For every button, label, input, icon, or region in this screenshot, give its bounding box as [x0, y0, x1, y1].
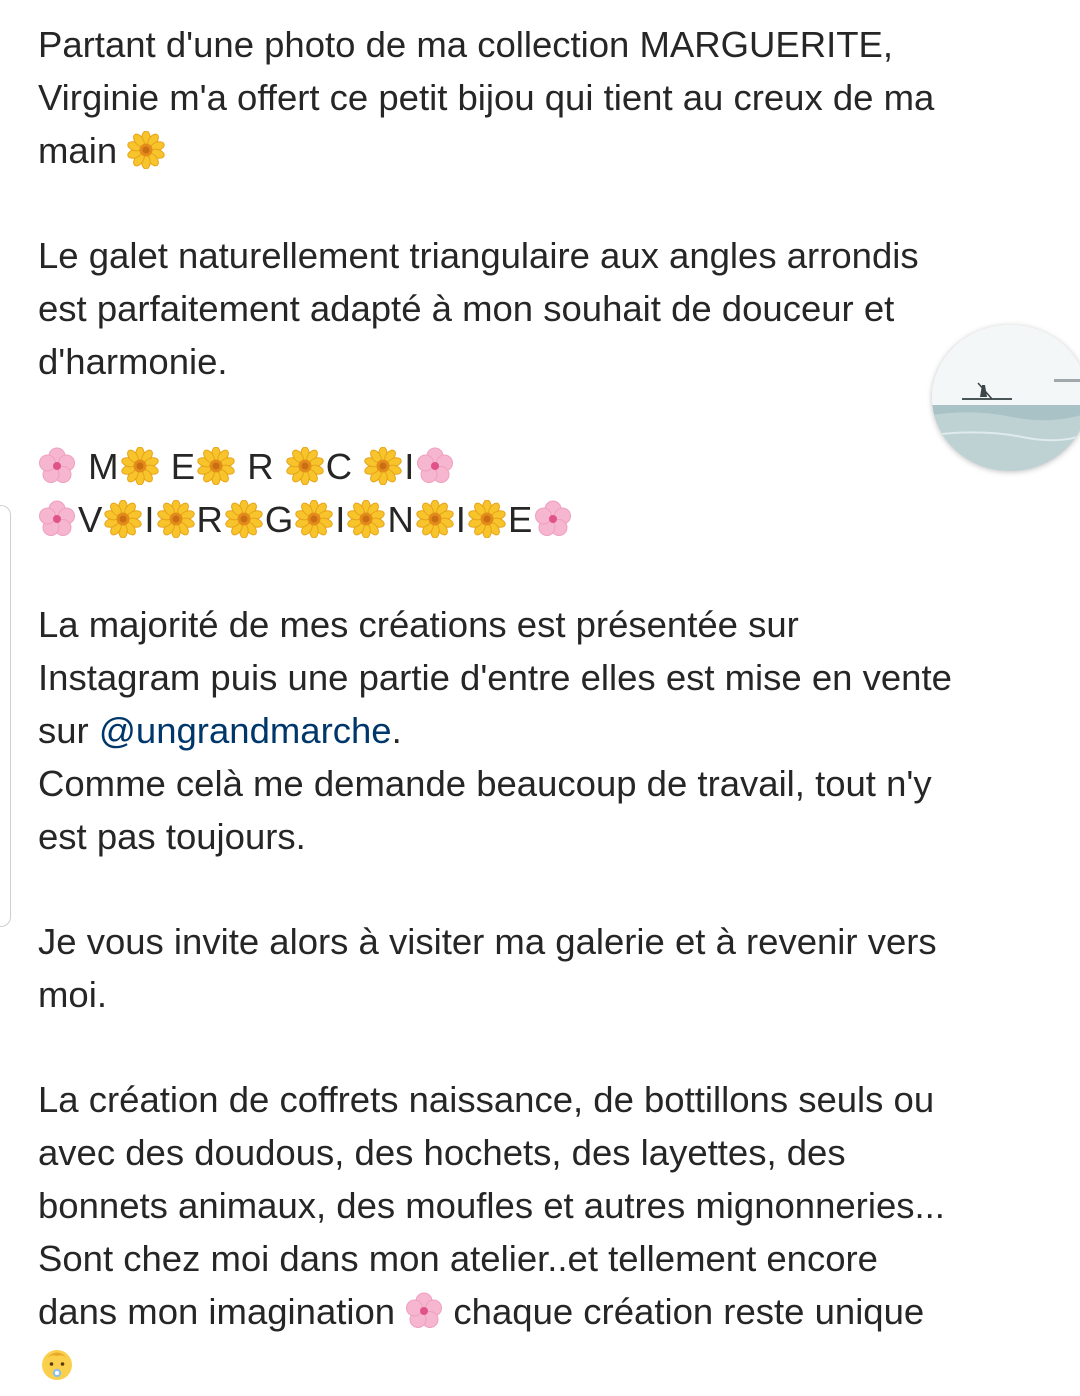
caption-line	[38, 124, 1053, 177]
edge-panel-handle[interactable]	[0, 505, 11, 927]
acrostic-letter: E	[507, 499, 533, 540]
cherry-blossom-icon	[38, 447, 76, 485]
caption-line: avec des doudous, des hochets, des layettes, des	[38, 1132, 846, 1173]
acrostic-letter: R	[247, 446, 274, 487]
caption-line: La création de coffrets naissance, de bottillons seuls ou	[38, 1079, 935, 1120]
caption-text: sur	[38, 710, 99, 751]
acrostic-letter: G	[264, 499, 294, 540]
sunflower-icon	[197, 447, 235, 485]
acrostic-letter: I	[455, 499, 466, 540]
caption-line	[38, 1285, 1053, 1338]
caption-paragraph-intro	[38, 18, 1053, 177]
caption-paragraph-invite	[38, 915, 1053, 1021]
cherry-blossom-icon	[534, 500, 572, 538]
mention-link[interactable]: @ungrandmarche	[98, 710, 392, 751]
floating-media-bubble[interactable]	[932, 325, 1080, 471]
caption-acrostic	[38, 440, 1053, 546]
paddleboard-thumbnail-image	[932, 325, 1080, 471]
caption-paragraph-instagram	[38, 598, 1053, 863]
cherry-blossom-icon	[416, 447, 454, 485]
caption-line: bonnets animaux, des moufles et autres mignonneries...	[38, 1185, 945, 1226]
acrostic-letter: I	[144, 499, 155, 540]
sunflower-icon	[104, 500, 142, 538]
sunflower-icon	[347, 500, 385, 538]
sunflower-icon	[468, 500, 506, 538]
caption-line	[38, 1338, 1053, 1391]
caption-text: chaque création reste unique	[453, 1291, 925, 1332]
acrostic-virginie	[38, 493, 1053, 546]
acrostic-letter: I	[404, 446, 415, 487]
caption-line: moi.	[38, 974, 107, 1015]
sunflower-icon	[225, 500, 263, 538]
caption-text: main	[38, 130, 118, 171]
caption-line: est parfaitement adapté à mon souhait de douceur et	[38, 288, 895, 329]
acrostic-letter: C	[325, 446, 353, 487]
caption-line	[38, 704, 1053, 757]
caption-line: Le galet naturellement triangulaire aux angles arrondis	[38, 235, 919, 276]
caption-line: Je vous invite alors à visiter ma galerie et à revenir vers	[38, 921, 937, 962]
post-caption	[38, 18, 1053, 1391]
caption-paragraph-galet	[38, 229, 1053, 388]
acrostic-letter: E	[170, 446, 196, 487]
acrostic-letter: I	[335, 499, 346, 540]
sunflower-icon	[157, 500, 195, 538]
caption-line: Sont chez moi dans mon atelier..et tellement encore	[38, 1238, 878, 1279]
caption-line: Partant d'une photo de ma collection MARGUERITE,	[38, 24, 893, 65]
caption-line: Comme celà me demande beaucoup de travail, tout n'y	[38, 763, 932, 804]
caption-line: est pas toujours.	[38, 816, 306, 857]
sunflower-icon	[416, 500, 454, 538]
caption-line: Instagram puis une partie d'entre elles est mise en vente	[38, 657, 952, 698]
cherry-blossom-icon	[405, 1292, 443, 1330]
acrostic-letter: R	[196, 499, 223, 540]
acrostic-merci	[38, 440, 1053, 493]
acrostic-letter: V	[78, 499, 103, 540]
acrostic-letter: N	[387, 499, 414, 540]
sunflower-icon	[121, 447, 159, 485]
sunflower-icon	[295, 500, 333, 538]
sunflower-icon	[286, 447, 324, 485]
cherry-blossom-icon	[38, 500, 76, 538]
baby-icon	[38, 1345, 76, 1383]
sunflower-icon	[364, 447, 402, 485]
sunflower-icon	[127, 131, 165, 169]
caption-paragraph-creations	[38, 1073, 1053, 1391]
caption-line: d'harmonie.	[38, 341, 228, 382]
caption-line: Virginie m'a offert ce petit bijou qui tient au creux de ma	[38, 77, 935, 118]
caption-text: dans mon imagination	[38, 1291, 396, 1332]
caption-line: La majorité de mes créations est présentée sur	[38, 604, 799, 645]
caption-text: .	[391, 710, 402, 751]
acrostic-letter: M	[88, 446, 119, 487]
